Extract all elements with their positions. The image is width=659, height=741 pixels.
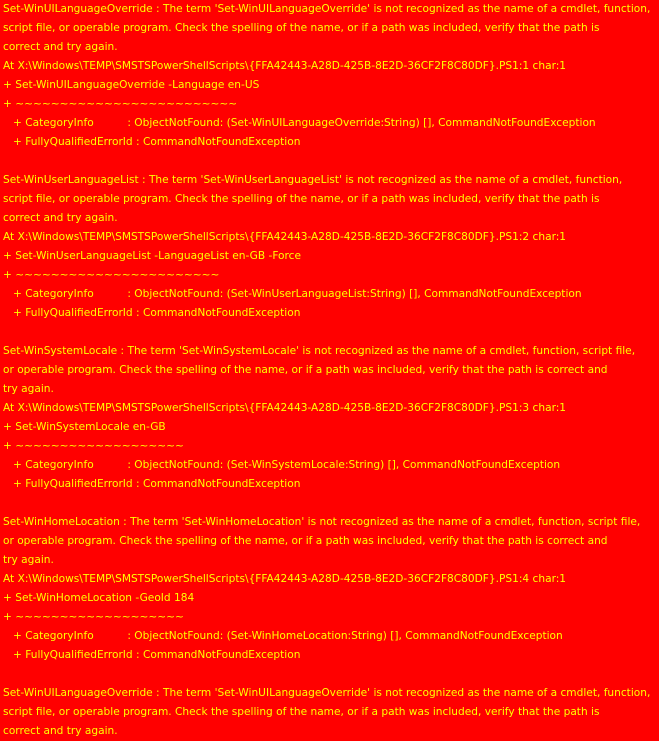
category-info-line: + CategoryInfo : ObjectNotFound: (Set-WinHomeLocation:String) [], CommandNotFoundException: [13, 630, 563, 642]
fully-qualified-error-id-line: + FullyQualifiedErrorId : CommandNotFoundException: [13, 136, 301, 148]
error-message-line: correct and try again.: [3, 41, 118, 53]
error-block-set-winuilanguageoverride-repeat: [0, 684, 659, 741]
error-location-line: At X:\Windows\TEMP\SMSTSPowerShellScripts\{FFA42443-A28D-425B-8E2D-36CF2F8C80DF}.PS1:1 char:1: [3, 60, 567, 72]
category-info-line: + CategoryInfo : ObjectNotFound: (Set-WinUserLanguageList:String) [], CommandNotFoundException: [13, 288, 582, 300]
error-message-line: try again.: [3, 554, 54, 566]
error-command-line: + Set-WinSystemLocale en-GB: [3, 421, 166, 433]
category-info-line: + CategoryInfo : ObjectNotFound: (Set-WinSystemLocale:String) [], CommandNotFoundException: [13, 459, 561, 471]
error-message-line: try again.: [3, 383, 54, 395]
error-underline: + ~~~~~~~~~~~~~~~~~~~: [3, 611, 184, 623]
error-command-line: + Set-WinHomeLocation -GeoId 184: [3, 592, 195, 604]
error-block-set-winuserlanguagelist: [0, 171, 659, 323]
error-message-line: Set-WinUILanguageOverride : The term 'Set-WinUILanguageOverride' is not recognized as the name of a cmdlet, function,: [3, 3, 651, 15]
error-underline: + ~~~~~~~~~~~~~~~~~~~: [3, 440, 184, 452]
error-block-set-winhomelocation: [0, 513, 659, 665]
error-message-line: correct and try again.: [3, 725, 118, 737]
error-message-line: correct and try again.: [3, 212, 118, 224]
error-message-line: script file, or operable program. Check the spelling of the name, or if a path was included, verify that the path is: [3, 193, 600, 205]
category-info-line: + CategoryInfo : ObjectNotFound: (Set-WinUILanguageOverride:String) [], CommandNotFoundException: [13, 117, 596, 129]
error-command-line: + Set-WinUILanguageOverride -Language en-US: [3, 79, 260, 91]
error-location-line: At X:\Windows\TEMP\SMSTSPowerShellScripts\{FFA42443-A28D-425B-8E2D-36CF2F8C80DF}.PS1:2 char:1: [3, 231, 567, 243]
error-location-line: At X:\Windows\TEMP\SMSTSPowerShellScripts\{FFA42443-A28D-425B-8E2D-36CF2F8C80DF}.PS1:3 char:1: [3, 402, 567, 414]
error-message-line: Set-WinSystemLocale : The term 'Set-WinSystemLocale' is not recognized as the name of a cmdlet, function, script file,: [3, 345, 636, 357]
error-message-line: Set-WinUILanguageOverride : The term 'Set-WinUILanguageOverride' is not recognized as the name of a cmdlet, function,: [3, 687, 651, 699]
error-message-line: script file, or operable program. Check the spelling of the name, or if a path was included, verify that the path is: [3, 706, 600, 718]
error-underline: + ~~~~~~~~~~~~~~~~~~~~~~~: [3, 269, 220, 281]
error-message-line: or operable program. Check the spelling of the name, or if a path was included, verify that the path is correct and: [3, 535, 608, 547]
error-block-set-winuilanguageoverride: [0, 0, 659, 152]
error-command-line: + Set-WinUserLanguageList -LanguageList en-GB -Force: [3, 250, 302, 262]
error-message-line: or operable program. Check the spelling of the name, or if a path was included, verify that the path is correct and: [3, 364, 608, 376]
fully-qualified-error-id-line: + FullyQualifiedErrorId : CommandNotFoundException: [13, 478, 301, 490]
error-message-line: Set-WinHomeLocation : The term 'Set-WinHomeLocation' is not recognized as the name of a cmdlet, function, script file,: [3, 516, 641, 528]
error-underline: + ~~~~~~~~~~~~~~~~~~~~~~~~~: [3, 98, 238, 110]
fully-qualified-error-id-line: + FullyQualifiedErrorId : CommandNotFoundException: [13, 649, 301, 661]
error-location-line: At X:\Windows\TEMP\SMSTSPowerShellScripts\{FFA42443-A28D-425B-8E2D-36CF2F8C80DF}.PS1:4 char:1: [3, 573, 567, 585]
error-message-line: Set-WinUserLanguageList : The term 'Set-WinUserLanguageList' is not recognized as the name of a cmdlet, function,: [3, 174, 623, 186]
fully-qualified-error-id-line: + FullyQualifiedErrorId : CommandNotFoundException: [13, 307, 301, 319]
error-message-line: script file, or operable program. Check the spelling of the name, or if a path was included, verify that the path is: [3, 22, 600, 34]
error-block-set-winsystemlocale: [0, 342, 659, 494]
